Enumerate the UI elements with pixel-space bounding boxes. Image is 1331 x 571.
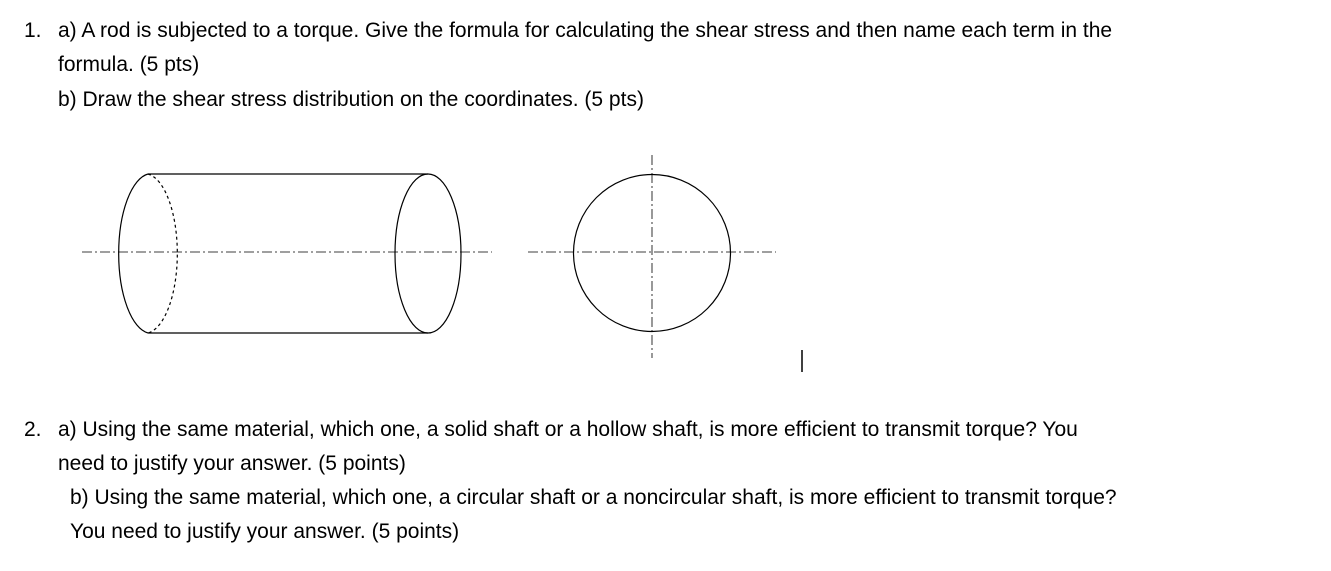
- cross-section-figure: [528, 155, 776, 358]
- rod-right-end: [395, 174, 461, 333]
- question-2-number: 2.: [24, 418, 42, 441]
- rod-left-end-hidden: [148, 174, 177, 333]
- question-1a-line-2: formula. (5 pts): [58, 53, 200, 76]
- question-2b-line-1: b) Using the same material, which one, a circular shaft or a noncircular shaft, is more efficient to transmit torque?: [70, 486, 1117, 509]
- rod-left-end-visible: [119, 174, 148, 333]
- question-1-number: 1.: [24, 19, 42, 42]
- question-2a-line-2: need to justify your answer. (5 points): [58, 452, 406, 475]
- question-1b: b) Draw the shear stress distribution on the coordinates. (5 pts): [58, 88, 644, 111]
- question-1a-line-1: a) A rod is subjected to a torque. Give the formula for calculating the shear stress and then name each term in the: [58, 19, 1113, 42]
- question-2b-line-2: You need to justify your answer. (5 points): [70, 520, 460, 543]
- question-2a-line-1: a) Using the same material, which one, a solid shaft or a hollow shaft, is more efficient to transmit torque? You: [58, 418, 1078, 441]
- rod-figure: [82, 174, 492, 333]
